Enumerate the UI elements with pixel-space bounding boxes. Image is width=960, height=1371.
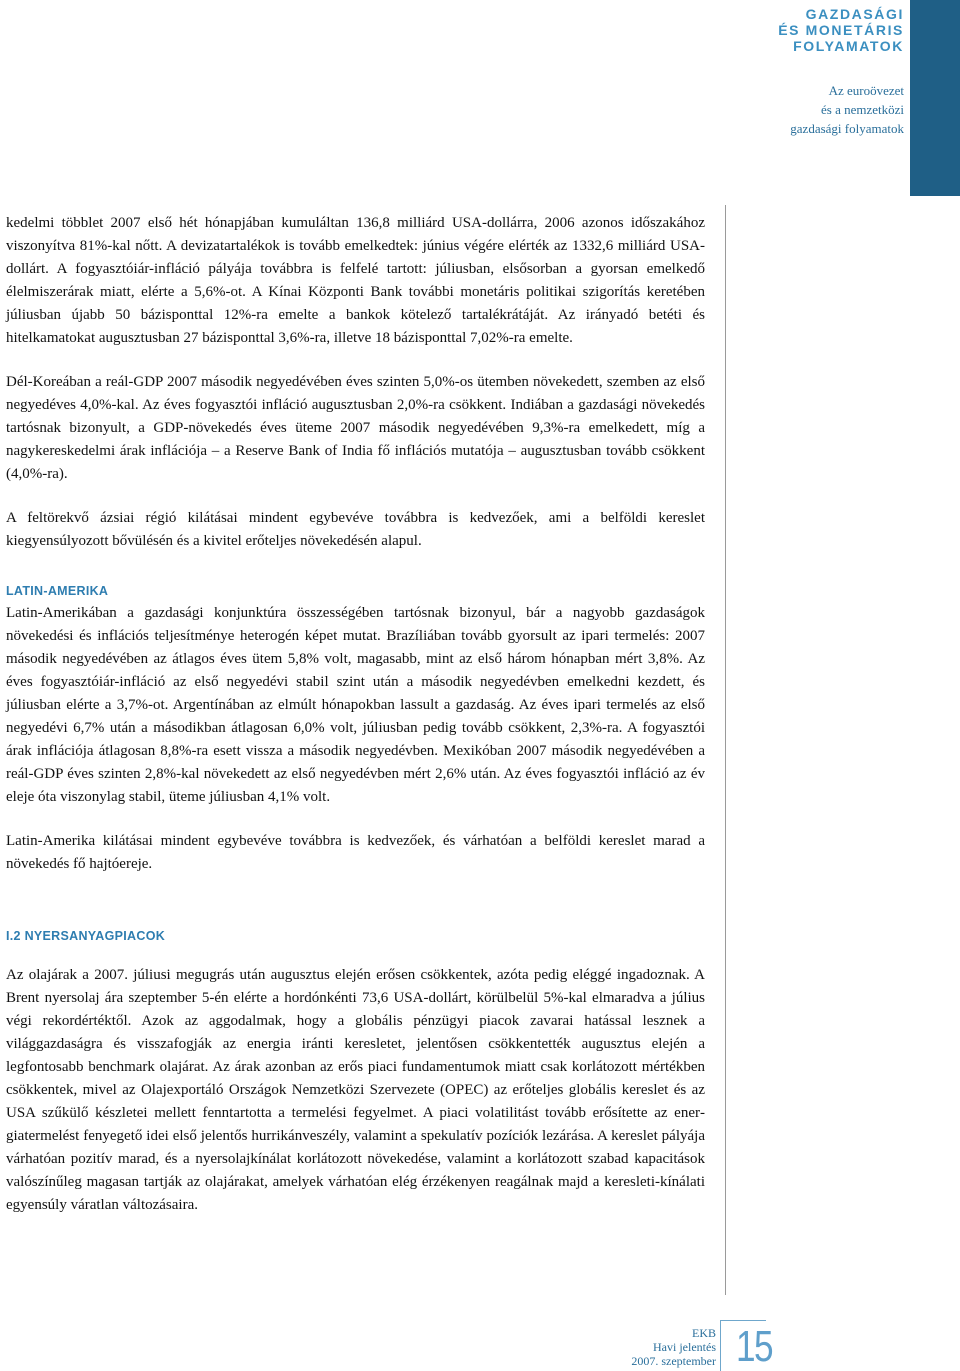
section-title (778, 6, 904, 54)
footer-line-2: Havi jelentés (653, 1340, 716, 1354)
section-title-line-3: FOLYAMATOK (793, 38, 904, 54)
section-title-line-2: ÉS MONETÁRIS (778, 22, 904, 38)
paragraph-latin-america-outlook: Latin-Amerika kilátásai mindent egybevéve továbbra is kedvezőek, és várhatóan a belföldi kereslet marad a növekedés fő hajtóereje. (6, 833, 705, 872)
section-title-line-1: GAZDASÁGI (805, 6, 904, 22)
body-text (6, 212, 705, 1217)
section-subtitle-line-3: gazdasági folyamatok (790, 121, 904, 136)
section-subtitle-line-1: Az euroövezet (828, 83, 904, 98)
paragraph-latin-america: Latin-Amerikában a gazdasági konjunktúra összességében tartósnak bizonyul, bár a nagyobb gazdaságok növekedési és inflációs teljesítménye heterogén képet mutat. Brazíliában tovább gyorsult az ipari termelés: 2007 második negyedévében az átlagos éves ütem 5,8% volt, magasabb, mint az első három hónapban mért 3,8%. Az éves fogyasztóiár-infláció az első negyedévi stabil szint után a második negyedévben emelkedni kezdett, és júliusban elérte a 3,7%-ot. Argentínában az elmúlt hónapokban lassult a gazdaság. Az éves ipari termelés az első negyedévi 6,7% után a másodikban átlagosan 6,0% volt, júliusban pedig tovább csökkent, 2,3%-ra. A fogyasztói árak inflációja átlagosan 8,8%-ra esett vissza a második negyedévben. Mexikóban 2007 második negyedévében a reál-GDP éves szinten 2,8%-kal növekedett az első negyedévben mért 2,6% után. Az éves fogyasztói infláció az év eleje óta viszonylag stabil, üteme júliusban 4,1% volt. (6, 605, 705, 805)
paragraph-oil-prices: Az olajárak a 2007. júliusi megugrás után augusztus elején erősen csökkentek, azóta pedig eléggé ingadoznak. A Brent nyersolaj ára szeptember 5-én elérte a hordónkénti 73,6 USA-dollárt, körülbelül 5%-kal elmaradva a július végi rekordértéktől. Azok az aggodalmak, hogy a globális pénzügyi piacok zavarai hatással lesznek a világgazdaságra és visszafogják az energia iránti keresletet, jelentősen csökkentették augusztus elején a legfontosabb benchmark olajárat. Az árak azonban az erős piaci fundamentumok miatt csak korlátozott mértékben csökkentek, mivel az Olajexportáló Országok Nemzetközi Szervezete (OPEC) az erőteljes globális kereslet és az USA szűkülő készletei mellett fenntartotta a termelési fegyelmet. A piaci volatilitást tovább erősítette az energiatermelést fenyegető idei első jelentős hurrikánveszély, valamint a spekulatív pozíciók lezárása. A kereslet pályája várhatóan pozitív marad, és a nyersolajkínálat korlátozott növekedése, valamint a korlátozott szabad kapacitások valószínűleg magasan tartják az olajárakat, amelyek várhatóan elég érzékenyen reagálnak majd a keresleti-kínálati egyensúly váratlan változásaira. (6, 967, 705, 1213)
running-header (778, 6, 904, 138)
section-subtitle (778, 81, 904, 138)
footer-line-3: 2007. szeptember (631, 1354, 716, 1368)
section-subtitle-line-2: és a nemzetközi (820, 102, 904, 117)
paragraph-china: kedelmi többlet 2007 első hét hónapjában kumuláltan 136,8 milliárd USA-dollárra, 2006 azonos időszakához viszonyítva 81%-kal nőtt. A devizatartalékok is tovább emelkedtek: június végére elérték az 1332,6 milliárd USA-dollárt. A fogyasztóiár-infláció pályája továbbra is felfelé tartott: júliusban, elsősorban a gyorsan emelkedő élelmiszerárak miatt, elérte a 5,6%-ot. A Kínai Központi Bank további monetáris politikai szigorítás keretében júliusban újabb 50 bázisponttal 12%-ra emelte a bankok kötelező tartalékrátáját. Az irányadó betéti és hitelkamatokat augusztusban 27 bázisponttal 3,6%-ra, illetve 18 bázisponttal 7,02%-ra emelte. (6, 215, 705, 346)
footer-publication (631, 1326, 716, 1368)
paragraph-korea-india: Dél-Koreában a reál-GDP 2007 második negyedévében éves szinten 5,0%-os ütemben növekedett, szemben az első negyedéves 4,0%-kal. Az éves fogyasztói infláció augusztusban 2,0%-ra csökkent. Indiában a gazdasági növekedés tartósnak bizonyult, a GDP-növekedés éves üteme 2007 második negyedévében 9,3%-ra emelkedett, míg a nagykereskedelmi árak inflációja – a Reserve Bank of India fő inflációs mutatója – augusztusban tovább csökkent (4,0%-ra). (6, 374, 705, 482)
paragraph-asia-outlook: A feltörekvő ázsiai régió kilátásai mindent egybevéve továbbra is kedvezőek, ami a belföldi kereslet kiegyensúlyozott bővülésén és a kivitel erőteljes növekedésén alapul. (6, 510, 705, 549)
page-footer (631, 1320, 960, 1371)
header-color-block (910, 0, 960, 196)
column-divider (725, 205, 726, 1295)
heading-commodity-markets: I.2 NYERSANYAGPIACOK (6, 929, 166, 943)
heading-latin-america: LATIN-AMERIKA (6, 584, 109, 598)
footer-line-1: EKB (692, 1326, 716, 1340)
page-number: 15 (736, 1322, 772, 1371)
